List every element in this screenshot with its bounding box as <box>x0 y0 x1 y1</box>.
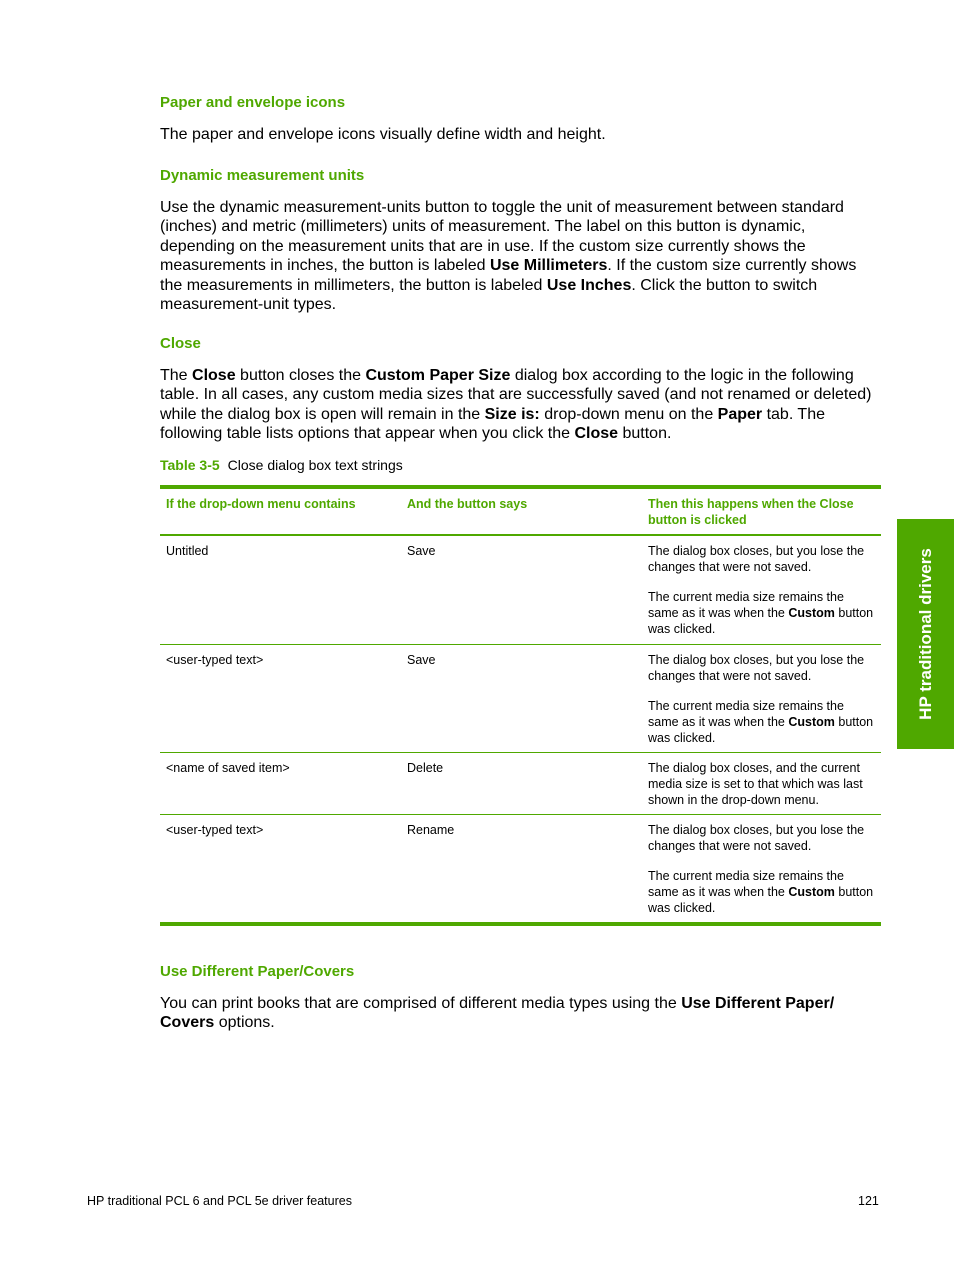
table-cell-menu: <user-typed text> <box>166 653 264 667</box>
table-caption-number: Table 3-5 <box>160 457 220 473</box>
table-cell-result <box>642 815 881 922</box>
table-row <box>160 536 881 645</box>
table-caption-text: Close dialog box text strings <box>227 457 403 473</box>
paragraph-use-different-paper: You can print books that are comprised of different media types using the Use Different Paper/ Covers options. <box>160 995 835 1032</box>
side-chapter-tab-label: HP traditional drivers <box>915 548 935 720</box>
side-chapter-tab <box>897 519 954 749</box>
table-cell-result <box>642 645 881 752</box>
table-row <box>160 645 881 753</box>
result-text: The dialog box closes, but you lose the changes that were not saved. <box>648 544 865 574</box>
table-header-menu: If the drop-down menu contains <box>166 497 356 511</box>
table-cell-result <box>642 753 881 814</box>
result-text: The current media size remains the same as it was when the Custom button was clicked. <box>648 590 874 636</box>
table-cell-menu: <name of saved item> <box>166 761 290 775</box>
footer-title: HP traditional PCL 6 and PCL 5e driver features <box>87 1194 352 1208</box>
footer-page-number: 121 <box>858 1194 879 1208</box>
result-text: The dialog box closes, but you lose the changes that were not saved. <box>648 653 865 683</box>
table-cell-menu: <user-typed text> <box>166 823 264 837</box>
result-text: The current media size remains the same as it was when the Custom button was clicked. <box>648 869 874 915</box>
result-text: The dialog box closes, but you lose the changes that were not saved. <box>648 823 865 853</box>
close-strings-table <box>160 485 881 926</box>
table-cell-button: Delete <box>407 761 444 775</box>
heading-close: Close <box>160 335 201 352</box>
table-cell-button: Save <box>407 653 436 667</box>
paragraph-close: The Close button closes the Custom Paper Size dialog box according to the logic in the following table. In all cases, any custom media sizes that are successfully saved (and not renamed or deleted) while the dialog box is open will remain in the Size is: drop-down menu on the Paper tab. The following table lists options that appear when you click the Close button. <box>160 367 872 443</box>
heading-paper-envelope-icons: Paper and envelope icons <box>160 94 346 111</box>
heading-dynamic-units: Dynamic measurement units <box>160 167 365 184</box>
table-header-button: And the button says <box>407 497 528 511</box>
table-header-result: Then this happens when the Close button is clicked <box>648 497 854 527</box>
table-header-row <box>160 489 881 536</box>
result-text: The dialog box closes, and the current media size is set to that which was last shown in the drop-down menu. <box>648 761 863 807</box>
table-caption <box>160 457 403 473</box>
paragraph-paper-icons: The paper and envelope icons visually define width and height. <box>160 126 606 143</box>
heading-use-different-paper: Use Different Paper/Covers <box>160 963 355 980</box>
table-cell-result <box>642 536 881 644</box>
table-cell-menu: Untitled <box>166 544 209 558</box>
table-cell-button: Rename <box>407 823 455 837</box>
table-row <box>160 753 881 815</box>
paragraph-dynamic-units: Use the dynamic measurement-units button to toggle the unit of measurement between standard (inches) and metric (millimeters) units of measurement. The label on this button is dynamic, depending on the measurement units that are in use. If the custom size currently shows the measurements in inches, the button is labeled Use Millimeters. If the custom size currently shows the measurements in millimeters, the button is labeled Use Inches. Click the button to switch measurement-unit types. <box>160 199 857 314</box>
table-row <box>160 815 881 922</box>
table-cell-button: Save <box>407 544 436 558</box>
result-text: The current media size remains the same as it was when the Custom button was clicked. <box>648 699 874 745</box>
